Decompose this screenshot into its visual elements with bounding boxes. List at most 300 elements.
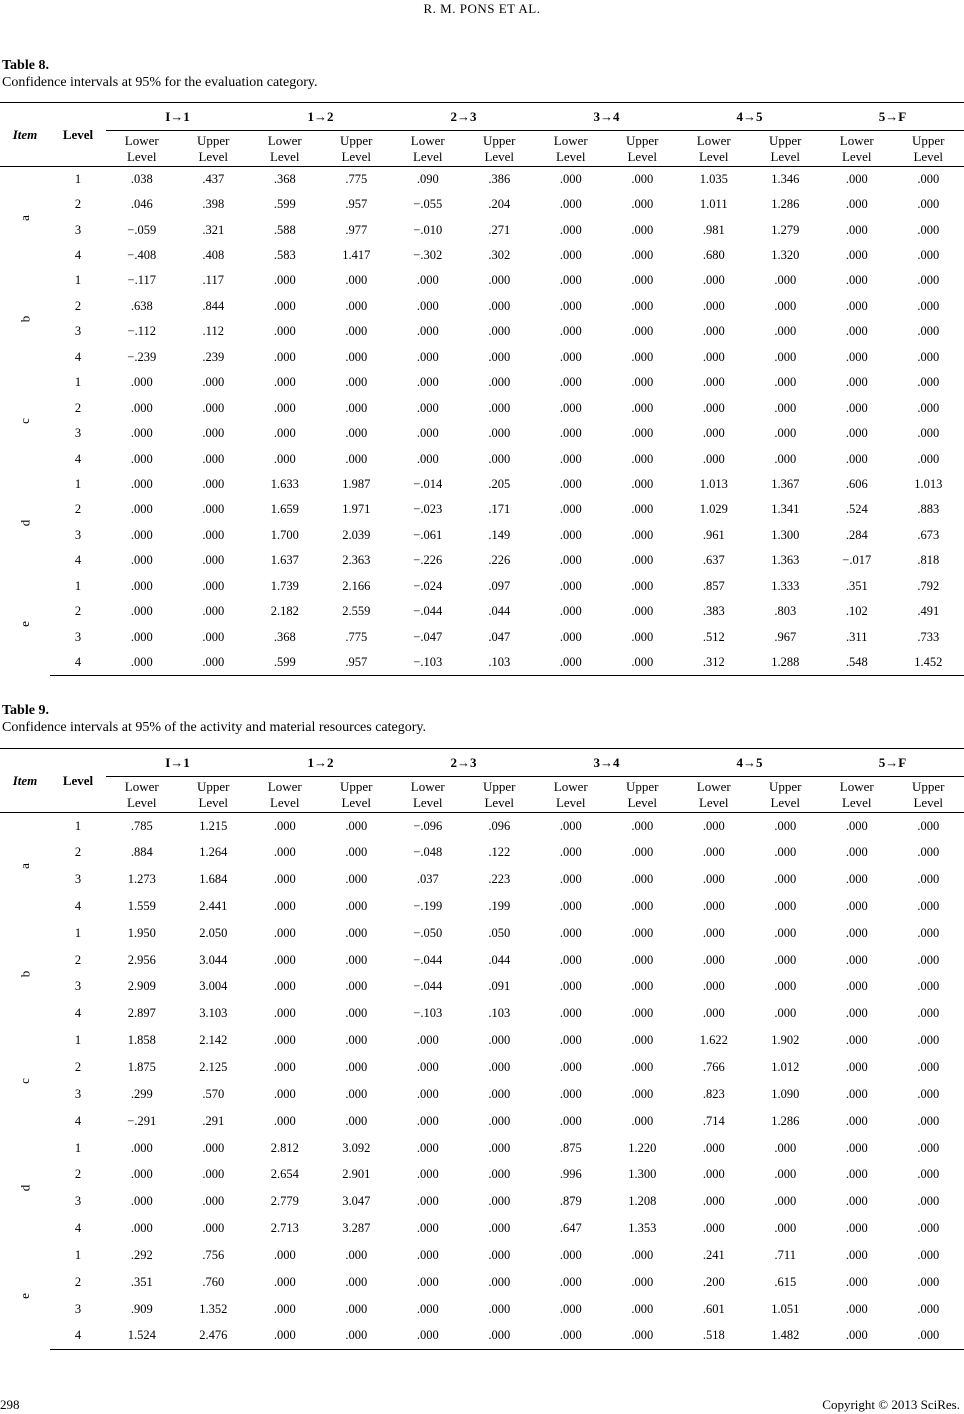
- value-cell: .000: [345, 1006, 368, 1021]
- value-cell: .000: [559, 872, 582, 887]
- value-cell: .000: [559, 197, 582, 212]
- value-cell: 1.279: [771, 222, 800, 237]
- value-cell: .000: [774, 898, 797, 913]
- value-cell: .000: [702, 818, 725, 833]
- column-header-upper-level: [893, 777, 964, 813]
- value-cell: .785: [130, 818, 153, 833]
- value-cell: .046: [130, 197, 153, 212]
- value-cell: −.059: [127, 222, 157, 237]
- table-row: [0, 813, 964, 840]
- value-cell: .000: [631, 629, 654, 644]
- header-word: Level: [698, 794, 729, 810]
- value-cell: 2.559: [342, 604, 371, 619]
- level-cell: 4: [74, 1113, 82, 1128]
- level-cell: 1: [74, 273, 82, 288]
- value-cell: 1.633: [270, 476, 299, 491]
- header-word: Lower: [410, 132, 445, 148]
- column-header-transition: I→1: [106, 749, 249, 777]
- table-row: [0, 167, 964, 192]
- level-cell: 3: [74, 1194, 82, 1209]
- value-cell: .000: [774, 872, 797, 887]
- level-cell: 3: [74, 872, 82, 887]
- value-cell: .000: [273, 1301, 296, 1316]
- header-word: Level: [341, 794, 372, 810]
- value-cell: .000: [559, 248, 582, 263]
- value-cell: .844: [202, 298, 225, 313]
- value-cell: .000: [845, 324, 868, 339]
- value-cell: .000: [917, 898, 940, 913]
- value-cell: .000: [202, 451, 225, 466]
- value-cell: .122: [488, 845, 511, 860]
- value-cell: .000: [488, 298, 511, 313]
- value-cell: .000: [488, 1301, 511, 1316]
- table-row: [0, 1054, 964, 1081]
- value-cell: .000: [702, 1194, 725, 1209]
- level-cell: 1: [74, 1033, 82, 1048]
- value-cell: .548: [821, 650, 893, 675]
- value-cell: .000: [917, 426, 940, 441]
- column-header-item: Item: [0, 103, 50, 167]
- value-cell: 1.288: [750, 650, 822, 675]
- value-cell: .000: [345, 298, 368, 313]
- table-row: [0, 1323, 964, 1350]
- value-cell: 1.286: [771, 197, 800, 212]
- value-cell: .000: [917, 197, 940, 212]
- value-cell: .977: [345, 222, 368, 237]
- table-row: [0, 1135, 964, 1162]
- value-cell: .766: [702, 1060, 725, 1075]
- value-cell: .000: [345, 1033, 368, 1048]
- value-cell: .756: [202, 1247, 225, 1262]
- value-cell: −.117: [127, 273, 156, 288]
- value-cell: .879: [559, 1194, 582, 1209]
- value-cell: 1.950: [127, 925, 156, 940]
- value-cell: .000: [178, 650, 250, 675]
- running-head: R. M. PONS ET AL.: [423, 1, 541, 16]
- value-cell: .090: [416, 171, 439, 186]
- value-cell: .000: [416, 1086, 439, 1101]
- value-cell: .996: [559, 1167, 582, 1182]
- value-cell: 2.142: [199, 1033, 228, 1048]
- table-row: [0, 1000, 964, 1027]
- value-cell: .000: [631, 197, 654, 212]
- value-cell: .000: [702, 451, 725, 466]
- value-cell: .000: [631, 1086, 654, 1101]
- value-cell: .000: [130, 604, 153, 619]
- header-word: Level: [126, 148, 157, 164]
- value-cell: .000: [702, 1167, 725, 1182]
- value-cell: .000: [917, 818, 940, 833]
- value-cell: .711: [774, 1247, 796, 1262]
- value-cell: 3.092: [342, 1140, 371, 1155]
- value-cell: .000: [702, 426, 725, 441]
- value-cell: .000: [774, 952, 797, 967]
- value-cell: .000: [202, 400, 225, 415]
- table-9-caption-block: [2, 702, 426, 736]
- table-row: [0, 446, 964, 471]
- value-cell: 1.684: [199, 872, 228, 887]
- value-cell: .000: [488, 1086, 511, 1101]
- value-cell: 1.333: [771, 578, 800, 593]
- value-cell: −.023: [413, 502, 443, 517]
- value-cell: .000: [559, 604, 582, 619]
- item-label: b: [17, 315, 32, 323]
- value-cell: .909: [130, 1301, 153, 1316]
- value-cell: .000: [130, 502, 153, 517]
- level-cell: 1: [74, 925, 82, 940]
- table-row: [0, 1242, 964, 1269]
- column-header-lower-level: [535, 131, 607, 167]
- header-word: Level: [198, 148, 229, 164]
- header-word: Upper: [340, 132, 373, 148]
- value-cell: .284: [845, 527, 868, 542]
- value-cell: .044: [488, 604, 511, 619]
- value-cell: .000: [774, 845, 797, 860]
- value-cell: .000: [917, 1006, 940, 1021]
- value-cell: .000: [774, 451, 797, 466]
- value-cell: .000: [345, 375, 368, 390]
- header-word: Upper: [483, 132, 516, 148]
- value-cell: .638: [130, 298, 153, 313]
- header-word: Level: [770, 148, 801, 164]
- value-cell: .000: [273, 898, 296, 913]
- value-cell: .398: [202, 197, 225, 212]
- level-cell: 2: [74, 845, 82, 860]
- value-cell: .518: [678, 1323, 750, 1350]
- value-cell: .000: [917, 925, 940, 940]
- value-cell: .000: [345, 426, 368, 441]
- header-word: Level: [555, 794, 586, 810]
- header-word: Lower: [839, 132, 874, 148]
- value-cell: .000: [130, 375, 153, 390]
- value-cell: 1.220: [628, 1140, 657, 1155]
- value-cell: .199: [488, 898, 511, 913]
- value-cell: .491: [917, 604, 940, 619]
- value-cell: −.017: [842, 553, 872, 568]
- value-cell: .000: [702, 400, 725, 415]
- table-row: [0, 599, 964, 624]
- value-cell: .000: [273, 979, 296, 994]
- value-cell: .000: [273, 872, 296, 887]
- value-cell: .000: [416, 1140, 439, 1155]
- value-cell: .000: [488, 1247, 511, 1262]
- value-cell: .000: [202, 1167, 225, 1182]
- header-word: Level: [484, 794, 515, 810]
- value-cell: .000: [559, 818, 582, 833]
- value-cell: .000: [631, 1274, 654, 1289]
- header-word: Level: [126, 794, 157, 810]
- value-cell: .961: [702, 527, 725, 542]
- value-cell: .044: [488, 952, 511, 967]
- value-cell: .000: [559, 476, 582, 491]
- table-row: [0, 839, 964, 866]
- table-row: [0, 650, 964, 675]
- value-cell: −.408: [127, 248, 157, 263]
- header-word: Lower: [696, 778, 731, 794]
- value-cell: .000: [917, 400, 940, 415]
- value-cell: .000: [702, 872, 725, 887]
- column-header-item: Item: [0, 749, 50, 813]
- header-word: Level: [269, 148, 300, 164]
- value-cell: .000: [535, 650, 607, 675]
- value-cell: .000: [488, 400, 511, 415]
- value-cell: 2.901: [342, 1167, 371, 1182]
- value-cell: .000: [559, 979, 582, 994]
- value-cell: .000: [130, 476, 153, 491]
- header-word: Lower: [839, 778, 874, 794]
- value-cell: 1.524: [106, 1323, 178, 1350]
- value-cell: .000: [821, 1323, 893, 1350]
- value-cell: .000: [416, 1033, 439, 1048]
- item-label: e: [17, 621, 32, 628]
- value-cell: .102: [845, 604, 868, 619]
- value-cell: −.239: [127, 349, 157, 364]
- value-cell: .000: [488, 1221, 511, 1236]
- value-cell: .311: [846, 629, 868, 644]
- value-cell: −.048: [413, 845, 443, 860]
- value-cell: 2.909: [127, 979, 156, 994]
- value-cell: .000: [464, 1323, 536, 1350]
- value-cell: .000: [559, 1247, 582, 1262]
- value-cell: .205: [488, 476, 511, 491]
- value-cell: .000: [559, 845, 582, 860]
- value-cell: 1.858: [127, 1033, 156, 1048]
- value-cell: .000: [535, 1323, 607, 1350]
- value-cell: .000: [845, 171, 868, 186]
- value-cell: .000: [845, 273, 868, 288]
- column-header-transition: 1→2: [249, 749, 392, 777]
- value-cell: −.024: [413, 578, 443, 593]
- value-cell: .000: [273, 1033, 296, 1048]
- value-cell: .000: [845, 375, 868, 390]
- item-cell: [0, 370, 50, 472]
- value-cell: 1.012: [771, 1060, 800, 1075]
- value-cell: .000: [917, 979, 940, 994]
- value-cell: .000: [845, 1033, 868, 1048]
- value-cell: 1.029: [699, 502, 728, 517]
- value-cell: .000: [273, 845, 296, 860]
- value-cell: 3.287: [342, 1221, 371, 1236]
- table-row: [0, 1215, 964, 1242]
- value-cell: .000: [130, 553, 153, 568]
- value-cell: .000: [345, 451, 368, 466]
- value-cell: .000: [130, 451, 153, 466]
- value-cell: .000: [774, 1006, 797, 1021]
- value-cell: .000: [845, 222, 868, 237]
- value-cell: .000: [631, 1301, 654, 1316]
- value-cell: .000: [917, 248, 940, 263]
- level-cell: 3: [74, 527, 82, 542]
- table-row: [0, 548, 964, 573]
- value-cell: .599: [249, 650, 321, 675]
- value-cell: .000: [631, 171, 654, 186]
- value-cell: .000: [273, 400, 296, 415]
- value-cell: 1.987: [342, 476, 371, 491]
- value-cell: .091: [488, 979, 511, 994]
- value-cell: .000: [845, 1086, 868, 1101]
- value-cell: .000: [917, 1301, 940, 1316]
- level-cell: 3: [74, 1301, 82, 1316]
- value-cell: .000: [631, 324, 654, 339]
- value-cell: .000: [631, 451, 654, 466]
- value-cell: .775: [345, 629, 368, 644]
- value-cell: .570: [202, 1086, 225, 1101]
- value-cell: .000: [488, 1060, 511, 1075]
- value-cell: .000: [845, 872, 868, 887]
- value-cell: .000: [416, 451, 439, 466]
- value-cell: .000: [845, 426, 868, 441]
- value-cell: .957: [345, 197, 368, 212]
- value-cell: .239: [202, 349, 225, 364]
- header-word: Upper: [912, 132, 945, 148]
- value-cell: .000: [607, 650, 679, 675]
- value-cell: 3.044: [199, 952, 228, 967]
- value-cell: 2.476: [178, 1323, 250, 1350]
- value-cell: .673: [917, 527, 940, 542]
- value-cell: .000: [273, 952, 296, 967]
- value-cell: .000: [345, 1060, 368, 1075]
- value-cell: .368: [273, 629, 296, 644]
- value-cell: .857: [702, 578, 725, 593]
- level-cell: 4: [74, 1006, 82, 1021]
- table-row: [0, 1108, 964, 1135]
- level-cell: 4: [74, 898, 82, 913]
- column-header-transition: 4→5: [678, 749, 821, 777]
- level-cell: 3: [74, 1086, 82, 1101]
- value-cell: .000: [917, 1167, 940, 1182]
- header-word: Level: [627, 148, 658, 164]
- value-cell: .000: [702, 375, 725, 390]
- header-word: Level: [627, 794, 658, 810]
- value-cell: .000: [631, 1060, 654, 1075]
- value-cell: .000: [845, 898, 868, 913]
- header-word: Upper: [769, 778, 802, 794]
- value-cell: .000: [559, 1113, 582, 1128]
- value-cell: 1.622: [699, 1033, 728, 1048]
- value-cell: .000: [273, 1274, 296, 1289]
- value-cell: .000: [416, 324, 439, 339]
- value-cell: .050: [488, 925, 511, 940]
- value-cell: −.044: [413, 952, 443, 967]
- value-cell: .000: [345, 952, 368, 967]
- value-cell: .000: [607, 1323, 679, 1350]
- value-cell: .000: [702, 925, 725, 940]
- value-cell: .000: [202, 426, 225, 441]
- item-cell: [0, 1135, 50, 1242]
- value-cell: .000: [845, 1113, 868, 1128]
- column-header-upper-level: [464, 131, 536, 167]
- value-cell: 1.659: [270, 502, 299, 517]
- value-cell: .000: [702, 898, 725, 913]
- value-cell: .117: [202, 273, 224, 288]
- value-cell: .204: [488, 197, 511, 212]
- column-header-transition: 3→4: [535, 749, 678, 777]
- column-header-lower-level: [106, 777, 178, 813]
- table-row: [0, 243, 964, 268]
- column-header-upper-level: [178, 131, 250, 167]
- header-word: Lower: [124, 778, 159, 794]
- value-cell: .000: [345, 818, 368, 833]
- value-cell: .000: [559, 222, 582, 237]
- value-cell: −.199: [413, 898, 443, 913]
- value-cell: .351: [130, 1274, 153, 1289]
- table-row: [0, 1081, 964, 1108]
- value-cell: .000: [702, 349, 725, 364]
- value-cell: .000: [273, 375, 296, 390]
- header-word: Lower: [553, 778, 588, 794]
- value-cell: .038: [130, 171, 153, 186]
- value-cell: .000: [488, 375, 511, 390]
- value-cell: .000: [631, 248, 654, 263]
- level-cell: 1: [74, 375, 82, 390]
- header-word: Upper: [769, 132, 802, 148]
- value-cell: .000: [416, 273, 439, 288]
- value-cell: .368: [273, 171, 296, 186]
- value-cell: .386: [488, 171, 511, 186]
- value-cell: 1.452: [893, 650, 964, 675]
- value-cell: .000: [202, 553, 225, 568]
- value-cell: .000: [774, 273, 797, 288]
- column-header-transition: 1→2: [249, 103, 392, 131]
- value-cell: .000: [416, 1060, 439, 1075]
- value-cell: .000: [488, 1167, 511, 1182]
- value-cell: .000: [416, 375, 439, 390]
- value-cell: .000: [488, 1140, 511, 1155]
- value-cell: .000: [845, 1140, 868, 1155]
- value-cell: .000: [631, 400, 654, 415]
- value-cell: .000: [845, 1301, 868, 1316]
- value-cell: .000: [273, 324, 296, 339]
- value-cell: .000: [345, 979, 368, 994]
- item-label: a: [17, 863, 32, 870]
- table-row: [0, 192, 964, 217]
- value-cell: .000: [917, 845, 940, 860]
- value-cell: 2.897: [127, 1006, 156, 1021]
- value-cell: 2.166: [342, 578, 371, 593]
- value-cell: 1.341: [771, 502, 800, 517]
- table-row: [0, 395, 964, 420]
- level-cell: 4: [74, 451, 82, 466]
- value-cell: .291: [202, 1113, 225, 1128]
- item-label: e: [17, 1292, 32, 1299]
- column-header-upper-level: [607, 131, 679, 167]
- value-cell: .292: [130, 1247, 153, 1262]
- value-cell: .000: [202, 502, 225, 517]
- value-cell: .000: [559, 578, 582, 593]
- value-cell: 1.035: [699, 171, 728, 186]
- column-header-transition: 3→4: [535, 103, 678, 131]
- column-header-lower-level: [678, 777, 750, 813]
- value-cell: .000: [273, 1113, 296, 1128]
- value-cell: .000: [631, 1247, 654, 1262]
- level-cell: 4: [50, 1323, 106, 1350]
- table-row: [0, 1296, 964, 1323]
- value-cell: .000: [774, 1140, 797, 1155]
- value-cell: .000: [917, 298, 940, 313]
- value-cell: .000: [917, 872, 940, 887]
- value-cell: .299: [130, 1086, 153, 1101]
- value-cell: −.047: [413, 629, 443, 644]
- value-cell: .302: [488, 248, 511, 263]
- value-cell: .000: [774, 1167, 797, 1182]
- value-cell: .615: [774, 1274, 797, 1289]
- value-cell: 1.346: [771, 171, 800, 186]
- value-cell: .000: [130, 400, 153, 415]
- value-cell: .000: [631, 222, 654, 237]
- value-cell: .512: [702, 629, 725, 644]
- value-cell: .000: [631, 604, 654, 619]
- value-cell: .437: [202, 171, 225, 186]
